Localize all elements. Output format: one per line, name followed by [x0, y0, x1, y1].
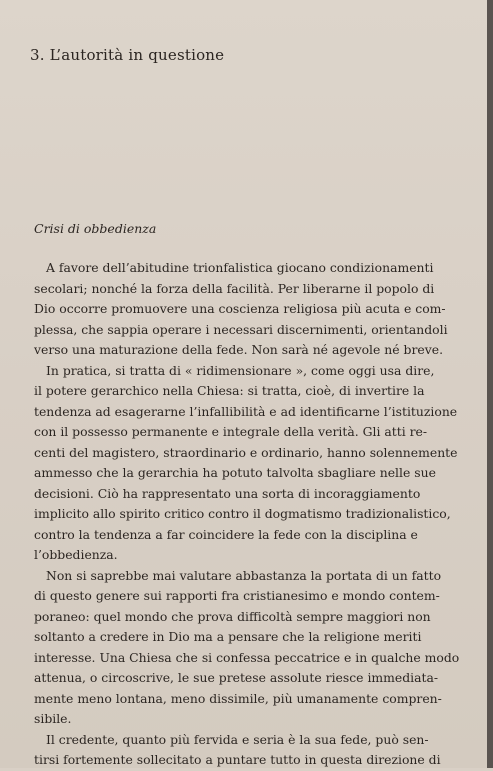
section-title: Crisi di obbedienza [34, 221, 157, 236]
text-line: di questo genere sui rapporti fra cristianesimo e mondo contem- [34, 588, 440, 603]
paragraph [34, 730, 441, 771]
page-edge-shadow [487, 0, 493, 768]
text-line: implicito allo spirito critico contro il dogmatismo tradizionalistico, [34, 506, 451, 521]
text-line: verso una maturazione della fede. Non sarà né agevole né breve. [34, 342, 444, 357]
text-line: mente meno lontana, meno dissimile, più umanamente compren- [34, 690, 442, 706]
text-line: Il credente, quanto più fervida e seria è la sua fede, può sen- [46, 731, 429, 747]
text-line: tirsi fortemente sollecitato a puntare tutto in questa direzione di [34, 752, 441, 767]
text-line: Non si saprebbe mai valutare abbastanza la portata di un fatto [46, 567, 442, 583]
text-line: secolari; nonché la forza della facilità. Per liberarne il popolo di [34, 280, 435, 296]
text-line: decisioni. Ciò ha rappresentato una sorta di incoraggiamento [34, 485, 421, 501]
text-line: soltanto a credere in Dio ma a pensare che la religione meriti [34, 629, 422, 644]
text-line: interesse. Una Chiesa che si confessa peccatrice e in qualche modo [34, 649, 460, 665]
text-line: l’obbedienza. [34, 547, 118, 562]
text-line: centi del magistero, straordinario e ordinario, hanno solennemente [34, 444, 458, 460]
text-line: tendenza ad esagerarne l’infallibilità e ad identificarne l’istituzione [34, 403, 458, 419]
text-line: ammesso che la gerarchia ha potuto talvolta sbagliare nelle sue [34, 465, 436, 480]
body-text [34, 258, 460, 771]
text-line: attenua, o circoscrive, le sue pretese assolute riesce immediata- [34, 670, 439, 685]
text-line: plessa, che sappia operare i necessari discernimenti, orientandoli [34, 321, 448, 337]
paragraph [34, 566, 460, 730]
text-line: contro la tendenza a far coincidere la fede con la disciplina e [34, 526, 418, 542]
text-line: In pratica, si tratta di « ridimensionare », come oggi usa dire, [46, 362, 435, 378]
text-line: Dio occorre promuovere una coscienza religiosa più acuta e com- [34, 301, 446, 316]
text-line: con il possesso permanente e integrale della verità. Gli atti re- [34, 424, 428, 439]
text-line: poraneo: quel mondo che prova difficoltà sempre maggiori non [34, 608, 431, 624]
text-line: A favore dell’abitudine trionfalistica giocano condizionamenti [46, 260, 434, 275]
text-line: il potere gerarchico nella Chiesa: si tratta, cioè, di invertire la [34, 383, 425, 398]
paragraph [34, 361, 458, 566]
chapter-title: 3. L’autorità in questione [30, 46, 225, 64]
paragraph [34, 258, 448, 361]
text-line: sibile. [34, 711, 72, 726]
